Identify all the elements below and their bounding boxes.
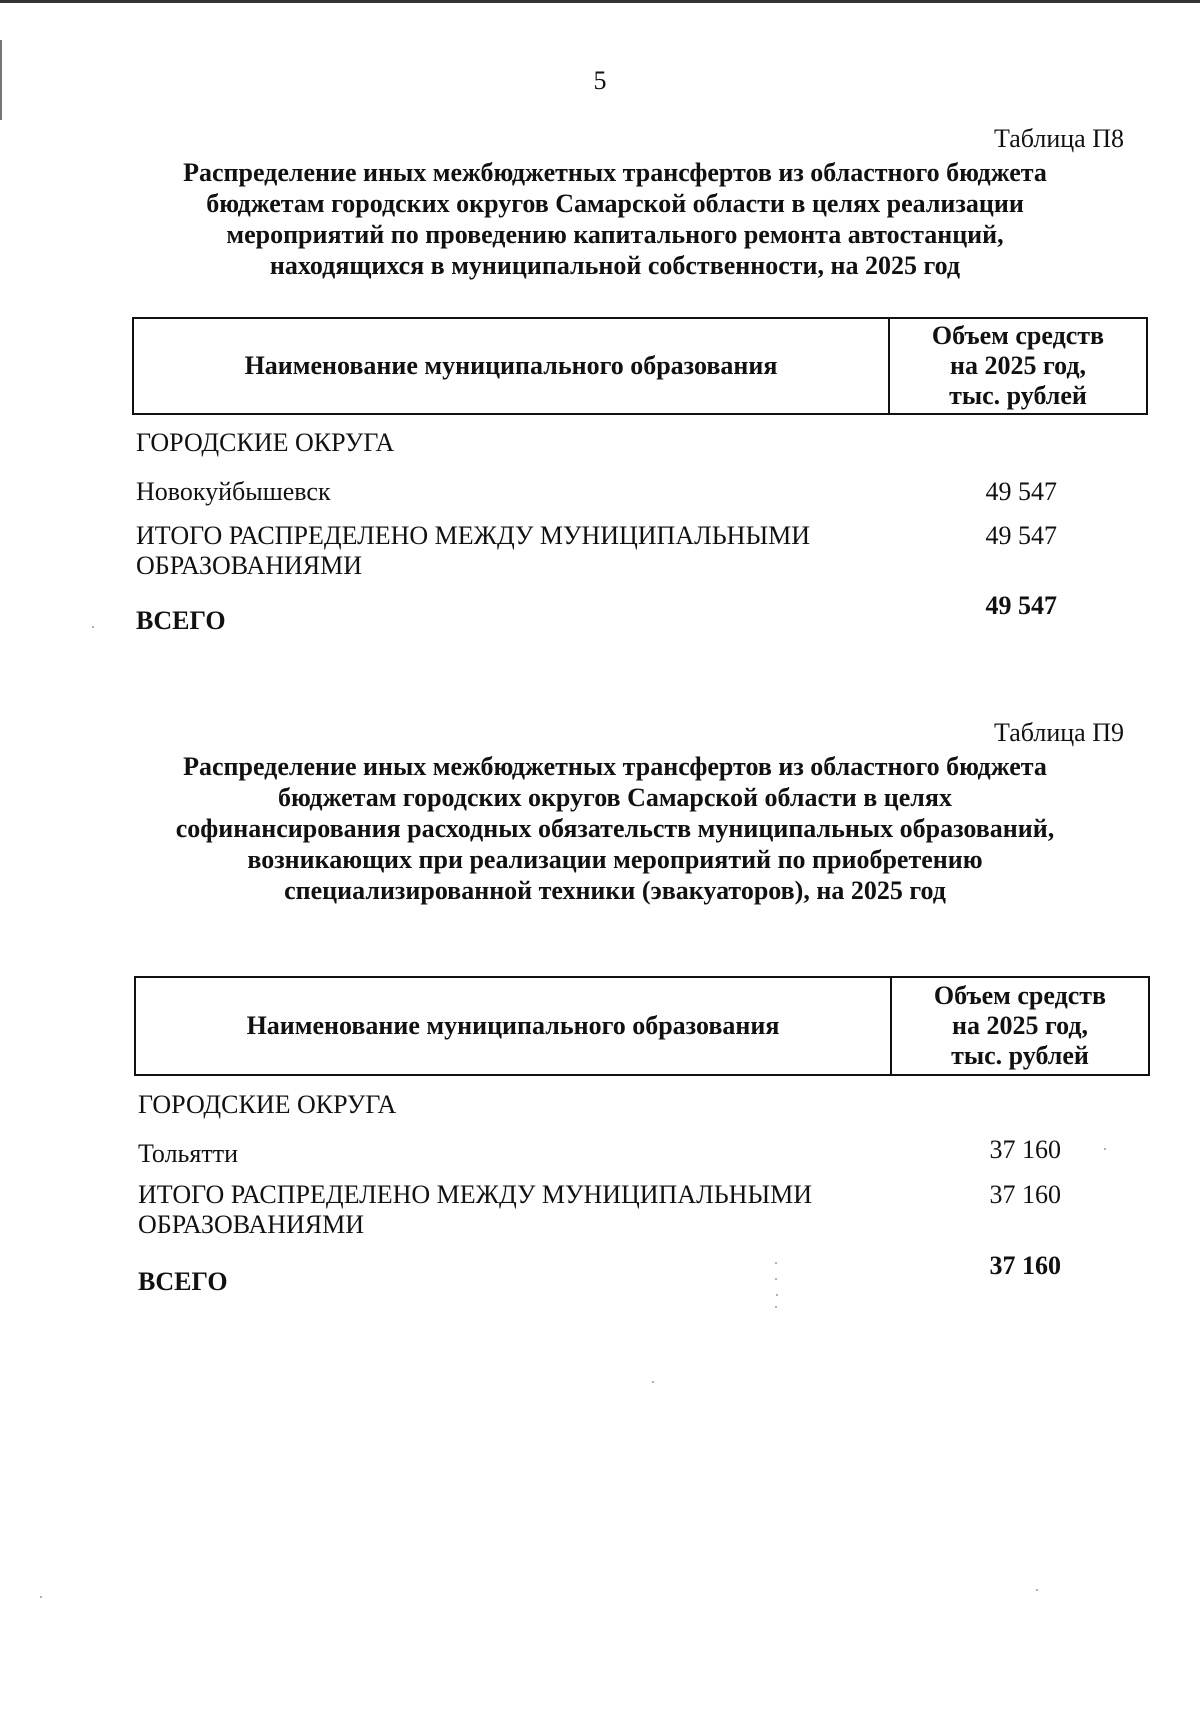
table-p8-header-volume xyxy=(889,318,1147,414)
subtotal-line: ОБРАЗОВАНИЯМИ xyxy=(138,1210,365,1239)
table-p9-title-line: специализированной техники (эвакуаторов), на 2025 год xyxy=(284,876,946,905)
subtotal-line: ОБРАЗОВАНИЯМИ xyxy=(136,551,363,580)
table-p8-header xyxy=(132,317,1148,415)
table-p8-section-label: ГОРОДСКИЕ ОКРУГА xyxy=(136,428,395,457)
table-p8-subtotal-value: 49 547 xyxy=(985,521,1057,550)
table-p8-total-value: 49 547 xyxy=(985,591,1057,620)
table-p8-label: Таблица П8 xyxy=(994,124,1124,153)
header-volume-line: Объем средств xyxy=(933,981,1107,1010)
table-p8-subtotal-name xyxy=(136,521,810,581)
scan-speck xyxy=(1036,1589,1038,1591)
header-volume-line: тыс. рублей xyxy=(949,381,1087,410)
header-volume-line: на 2025 год, xyxy=(951,1011,1089,1040)
table-p8-title-line: мероприятий по проведению капитального ремонта автостанций, xyxy=(226,220,1004,249)
scan-speck xyxy=(1104,1148,1106,1150)
scan-edge-top xyxy=(0,0,1200,3)
header-volume-line: тыс. рублей xyxy=(951,1041,1089,1070)
table-p9-row-name: Тольятти xyxy=(138,1139,239,1168)
table-p9-title-line: возникающих при реализации мероприятий по приобретению xyxy=(247,845,983,874)
scan-speck xyxy=(775,1278,777,1280)
page-number: 5 xyxy=(593,66,607,95)
table-p8-title-line: бюджетам городских округов Самарской области в целях реализации xyxy=(206,189,1024,218)
table-p8-row-name: Новокуйбышевск xyxy=(136,477,331,506)
table-p9-header-name: Наименование муниципального образования xyxy=(135,977,891,1075)
table-p9-title-line: Распределение иных межбюджетных трансфертов из областного бюджета xyxy=(183,752,1047,781)
table-p9-section-label: ГОРОДСКИЕ ОКРУГА xyxy=(138,1090,397,1119)
subtotal-line: ИТОГО РАСПРЕДЕЛЕНО МЕЖДУ МУНИЦИПАЛЬНЫМИ xyxy=(136,521,811,550)
table-p9-total-value: 37 160 xyxy=(989,1251,1061,1280)
table-p9-title-line: софинансирования расходных обязательств муниципальных образований, xyxy=(175,814,1055,843)
table-p8-header-name: Наименование муниципального образования xyxy=(133,318,889,414)
table-p9-label: Таблица П9 xyxy=(994,718,1124,747)
scan-speck xyxy=(652,1381,654,1383)
table-p9-title-line: бюджетам городских округов Самарской области в целях xyxy=(278,783,952,812)
table-p8-title xyxy=(130,157,1100,281)
table-p9-row-value: 37 160 xyxy=(989,1135,1061,1164)
scan-speck xyxy=(775,1306,777,1308)
header-volume-line: Объем средств xyxy=(931,321,1105,350)
table-p9-total-name: ВСЕГО xyxy=(138,1267,228,1296)
scan-speck xyxy=(775,1262,777,1264)
scan-speck xyxy=(776,1294,778,1296)
table-p8-row-value: 49 547 xyxy=(985,477,1057,506)
header-volume-line: на 2025 год, xyxy=(949,351,1087,380)
table-p9-subtotal-value: 37 160 xyxy=(989,1180,1061,1209)
table-p8-title-line: находящихся в муниципальной собственности, на 2025 год xyxy=(269,251,961,280)
table-p9-header-volume xyxy=(891,977,1149,1075)
scan-speck xyxy=(92,626,94,628)
table-p8-title-line: Распределение иных межбюджетных трансфертов из областного бюджета xyxy=(183,158,1047,187)
scan-speck xyxy=(40,1596,42,1598)
table-p9-title xyxy=(130,751,1100,906)
table-p8-total-name: ВСЕГО xyxy=(136,606,226,635)
table-p9-header xyxy=(134,976,1150,1076)
subtotal-line: ИТОГО РАСПРЕДЕЛЕНО МЕЖДУ МУНИЦИПАЛЬНЫМИ xyxy=(138,1180,813,1209)
table-p9-subtotal-name xyxy=(138,1180,812,1240)
